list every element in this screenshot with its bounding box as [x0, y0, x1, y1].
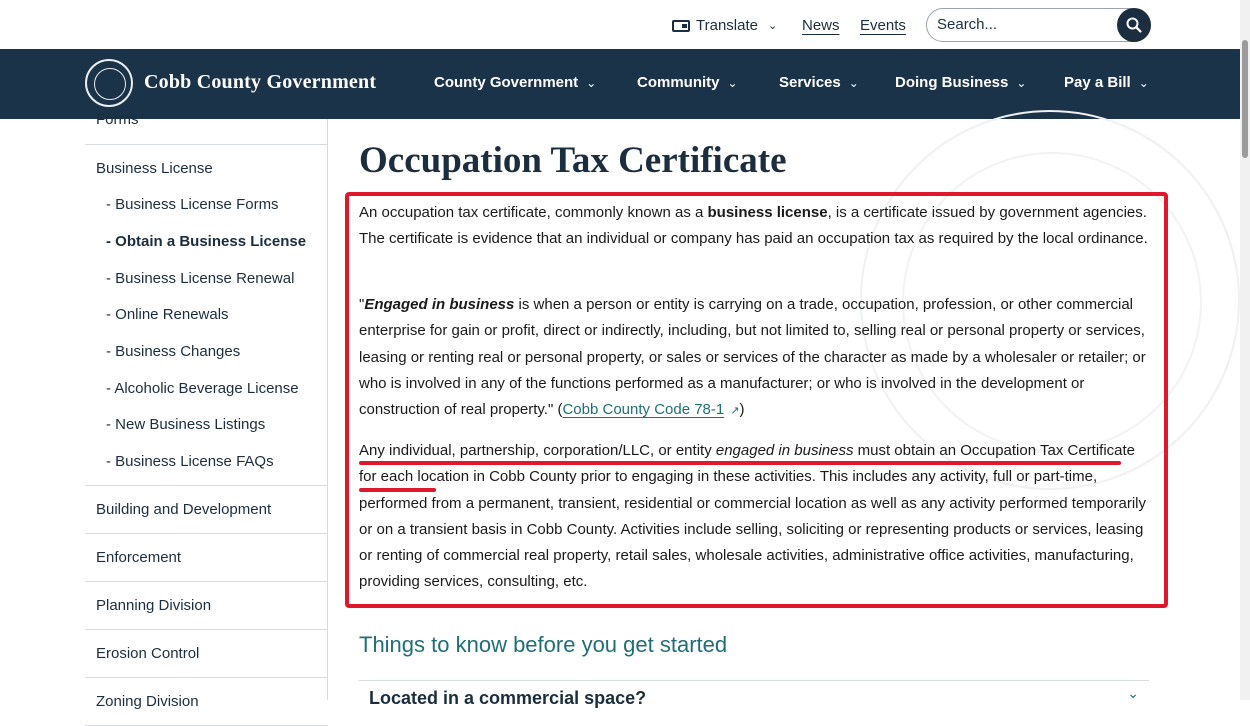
translate-label: Translate	[696, 17, 758, 34]
sidebar-subitem-active[interactable]: - Obtain a Business License	[106, 233, 307, 250]
nav-pay-a-bill[interactable]	[1064, 74, 1149, 91]
search-icon	[1126, 17, 1142, 33]
sidebar-section-business-license	[85, 145, 328, 486]
scrollbar-thumb[interactable]	[1242, 40, 1248, 158]
nav-label: Pay a Bill	[1064, 74, 1131, 91]
accordion-commercial-space[interactable]	[359, 680, 1149, 720]
nav-label: Services	[779, 74, 841, 91]
p2-bold-italic: Engaged in business	[364, 296, 515, 313]
red-underline-annotation	[359, 461, 1121, 465]
chevron-down-icon: ⌄	[727, 75, 738, 90]
nav-county-government[interactable]	[434, 74, 596, 91]
p1-bold: business license	[707, 204, 828, 221]
search-input[interactable]	[937, 16, 1107, 33]
sidebar-item-forms[interactable]: Forms	[85, 111, 328, 145]
sidebar-subitem[interactable]: - Business Changes	[106, 343, 241, 360]
nav-label: Community	[637, 74, 720, 91]
sidebar-subitem[interactable]: - Business License Forms	[106, 196, 279, 213]
nav-services[interactable]	[779, 74, 859, 91]
sidebar-item-enforcement[interactable]: Enforcement	[85, 534, 328, 582]
sidebar-nav	[85, 111, 328, 710]
main-navbar	[0, 49, 1240, 119]
county-seal-logo[interactable]	[85, 59, 133, 107]
p3-text-end: must obtain an Occupation Tax Certificate for each location in Cobb County prior to engaging in these activities. This includes any activity, full or part-time, performed from a permanent, transient, residential or commercial location as well as any activity performed temporarily or on a transient basis in Cobb County. Activities include selling, soliciting or representing products or services, leasing or renting of commercial real property, retail sales, wholesale activities, administrative office activities, manufacturing, providing services, consulting, etc.	[359, 442, 1146, 591]
intro-paragraph	[359, 200, 1149, 253]
accordion-label: Located in a commercial space?	[369, 688, 647, 708]
chevron-down-icon: ⌄	[848, 75, 859, 90]
chevron-down-icon: ⌄	[1127, 685, 1139, 701]
sidebar-subitem[interactable]: - Business License FAQs	[106, 453, 274, 470]
sidebar-item-building-and-development[interactable]: Building and Development	[85, 486, 328, 534]
section-title: Things to know before you get started	[359, 632, 728, 657]
translate-icon	[672, 20, 690, 32]
events-link[interactable]: Events	[860, 17, 906, 34]
p2-close: )	[739, 401, 745, 419]
cobb-code-link[interactable]: Cobb County Code 78-1	[562, 401, 725, 419]
external-link-icon: ↗	[730, 405, 740, 418]
utility-bar	[0, 0, 1250, 49]
page-title: Occupation Tax Certificate	[359, 140, 787, 181]
p3-text: Any individual, partnership, corporation/LLC, or entity	[359, 442, 716, 459]
chevron-down-icon: ⌄	[1138, 75, 1149, 90]
definition-paragraph	[359, 292, 1149, 424]
p2-text: is when a person or entity is carrying on a trade, occupation, profession, or other commercial enterprise for gain or profit, direct or indirectly, including, but not limited to, selling real or personal property or services, leasing or renting real or personal property, or sales or services of the character as made by a wholesaler or retailer; or who is involved in any of the functions performed as a manufacturer; or who is involved in the development or construction of real property." (	[359, 296, 1146, 419]
p1-text-end: , is a certificate issued by government agencies. The certificate is evidence that an individual or company has paid an occupation tax as required by the local ordinance.	[359, 204, 1148, 248]
chevron-down-icon: ⌄	[767, 20, 778, 32]
red-underline-annotation	[359, 488, 436, 492]
p2-quote: "	[359, 296, 365, 313]
nav-label: County Government	[434, 74, 579, 91]
sidebar-item-zoning-division[interactable]: Zoning Division	[85, 678, 328, 726]
sidebar-subitem[interactable]: - Business License Renewal	[106, 270, 295, 287]
nav-label: Doing Business	[895, 74, 1009, 91]
sidebar-item-erosion-control[interactable]: Erosion Control	[85, 630, 328, 678]
sidebar-subitem[interactable]: - Online Renewals	[106, 306, 229, 323]
nav-community[interactable]	[637, 74, 738, 91]
p3-italic: engaged in business	[715, 442, 854, 459]
translate-button[interactable]	[672, 17, 777, 34]
news-link[interactable]: News	[802, 17, 840, 34]
site-logo-text[interactable]: Cobb County Government	[144, 71, 377, 93]
chevron-down-icon: ⌄	[1016, 75, 1027, 90]
search-box	[926, 8, 1151, 42]
sidebar-subitem[interactable]: - Alcoholic Beverage License	[106, 380, 299, 397]
page-scrollbar[interactable]	[1240, 0, 1250, 700]
sidebar-item-business-license[interactable]: Business License	[96, 160, 213, 177]
sidebar-subitem[interactable]: - New Business Listings	[106, 416, 266, 433]
p1-text: An occupation tax certificate, commonly known as a	[359, 204, 708, 221]
sidebar-item-planning-division[interactable]: Planning Division	[85, 582, 328, 630]
nav-doing-business[interactable]	[895, 74, 1026, 91]
search-button[interactable]	[1117, 8, 1151, 42]
chevron-down-icon: ⌄	[586, 75, 597, 90]
